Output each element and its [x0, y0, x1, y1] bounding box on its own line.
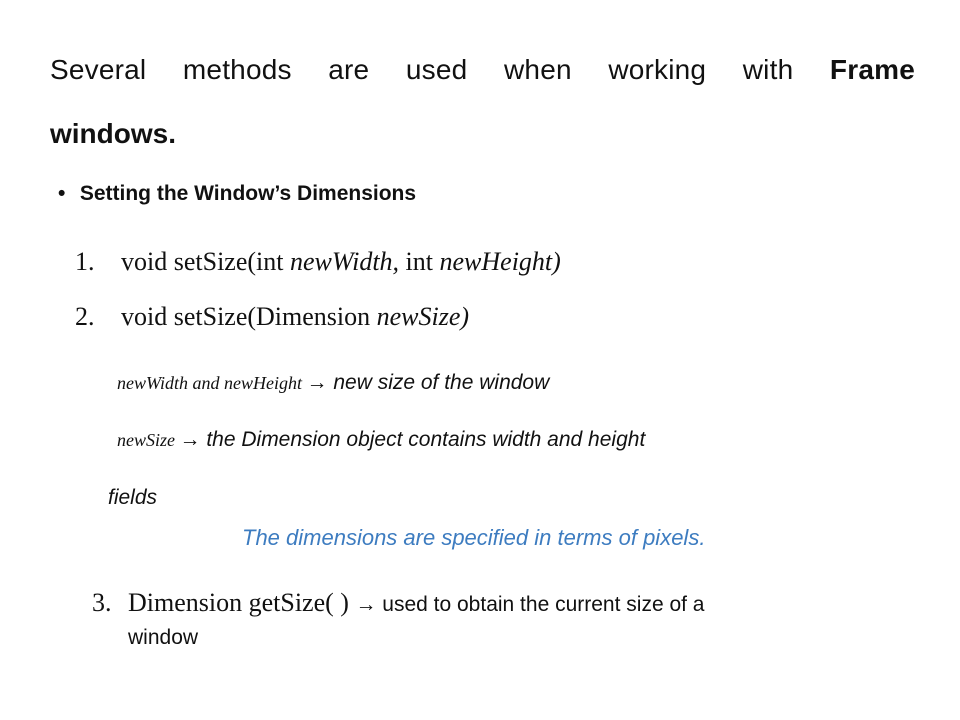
- method-description: used to obtain the current size of a: [376, 593, 705, 616]
- method-description-continuation: window: [128, 626, 199, 649]
- conjunction: and: [188, 373, 224, 393]
- method-signature-middle: int: [399, 247, 440, 276]
- param-name: newHeight: [224, 373, 307, 393]
- intro-word: working: [608, 54, 707, 85]
- param-new-size: newSize): [376, 302, 470, 331]
- explanation-new-size: [117, 425, 645, 455]
- param-name: newWidth: [117, 373, 188, 393]
- intro-line-1: [50, 50, 915, 90]
- section-heading-text: Setting the Window’s Dimensions: [79, 182, 417, 205]
- intro-keyword-frame: Frame: [829, 54, 915, 85]
- explanation-text: new size of the window: [327, 371, 550, 394]
- method-signature-prefix: void setSize(int: [121, 247, 290, 276]
- intro-word: used: [405, 54, 468, 85]
- arrow-right-icon: →: [179, 428, 201, 451]
- bullet-icon: •: [58, 182, 66, 205]
- param-new-height: newHeight): [439, 247, 561, 276]
- method-number: 1.: [75, 247, 95, 276]
- explanation-continuation: fields: [108, 486, 158, 509]
- arrow-right-icon: →: [355, 593, 377, 616]
- method-number: 2.: [75, 302, 95, 331]
- intro-line-2: windows.: [50, 118, 176, 149]
- explanation-text: the Dimension object contains width and height: [200, 428, 646, 451]
- method-number: 3.: [92, 588, 112, 617]
- intro-word: with: [742, 54, 794, 85]
- arrow-right-icon: →: [306, 371, 328, 394]
- method-3: [92, 585, 705, 622]
- param-name: newSize: [117, 430, 180, 450]
- param-new-width: newWidth,: [289, 247, 400, 276]
- intro-word: are: [328, 54, 370, 85]
- intro-word: Several: [50, 54, 147, 85]
- intro-word: methods: [182, 54, 292, 85]
- method-2: [75, 300, 469, 334]
- method-signature: Dimension getSize( ): [128, 588, 356, 617]
- pixels-note: The dimensions are specified in terms of pixels.: [242, 525, 706, 550]
- intro-word: when: [504, 54, 572, 85]
- explanation-width-height: [117, 368, 549, 398]
- section-heading: [58, 178, 416, 210]
- method-1: [75, 245, 561, 279]
- method-signature-prefix: void setSize(Dimension: [121, 302, 377, 331]
